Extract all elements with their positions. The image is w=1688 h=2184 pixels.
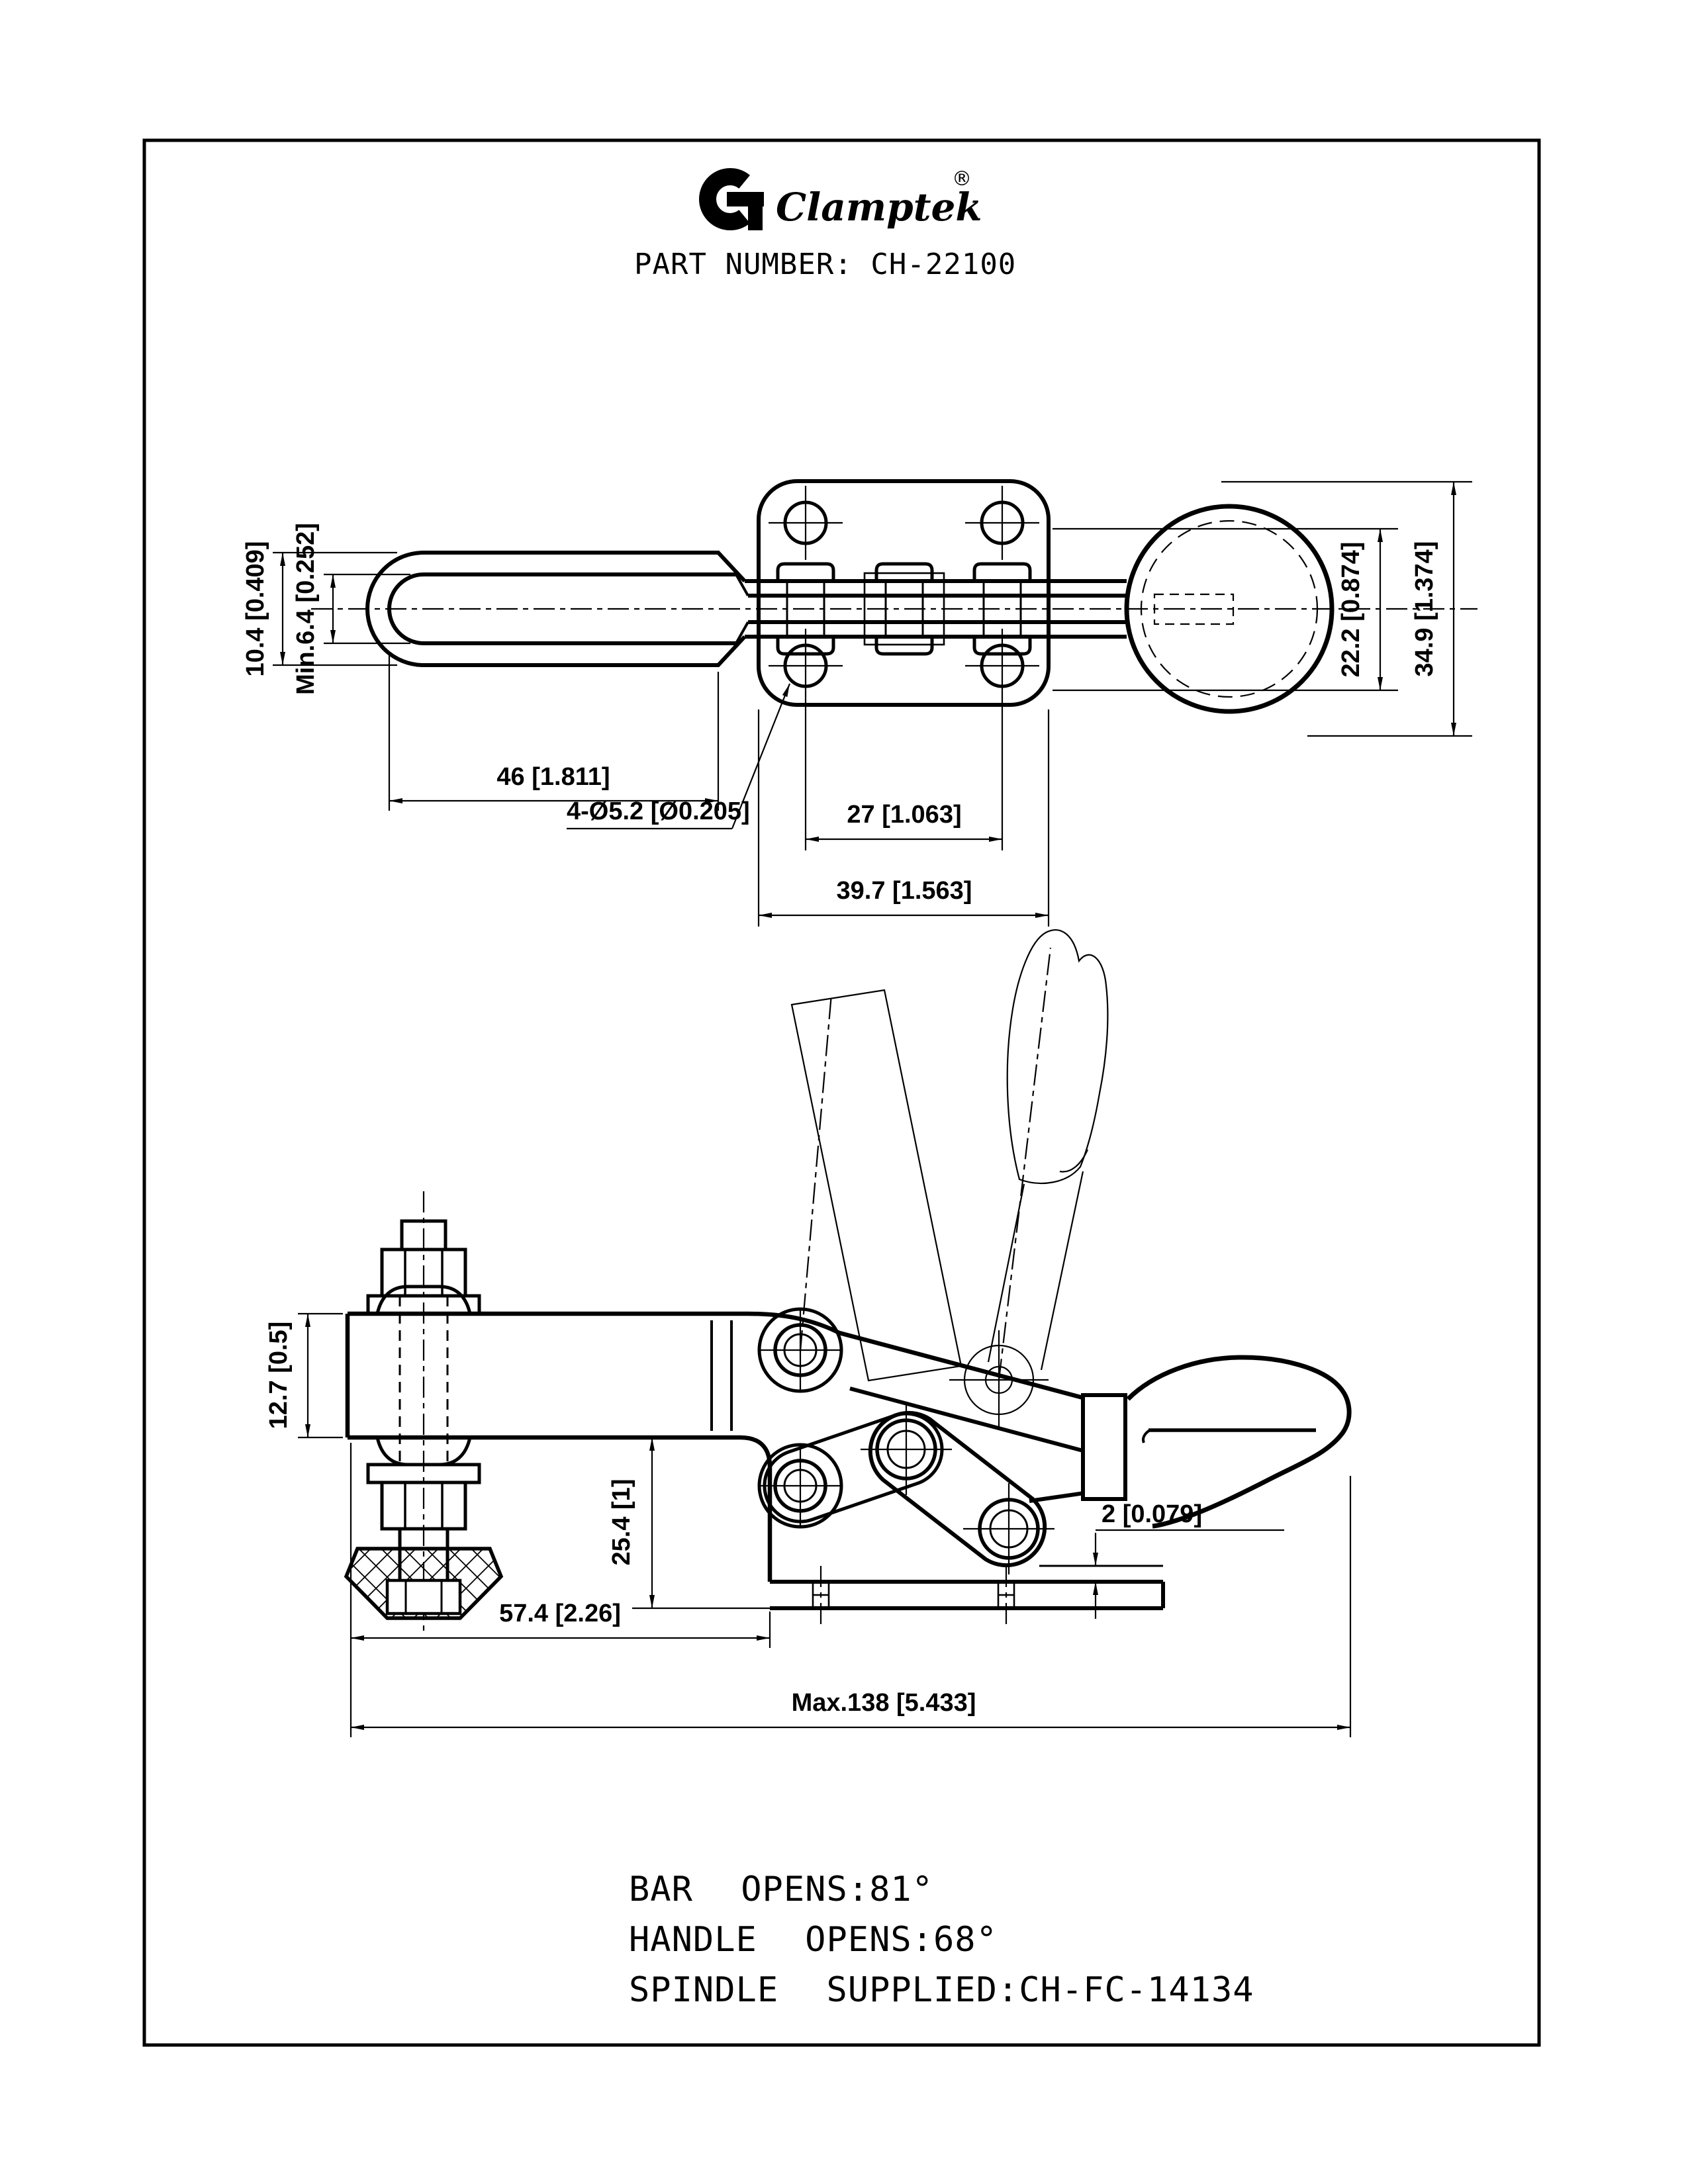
dim-label-base-gap: 2 [0.079] [1102,1500,1203,1528]
bar-bottom-edge [348,1437,770,1582]
brand-name: Clamptek [776,185,982,230]
link-to-shaft-edge [1029,1493,1084,1501]
part-number-line: PART NUMBER: CH-22100 [634,248,1017,281]
logo-g-stem [748,192,763,230]
registered-mark: ® [952,167,972,191]
handle-shaft [1083,1395,1125,1499]
bar-bend-marks [712,1320,731,1431]
grip-lip [1143,1430,1150,1443]
dim-label-bar-outer: 10.4 [0.409] [242,541,269,677]
rivet-crosshairs [759,1308,1055,1574]
bar-top-edge [348,1314,1083,1398]
spec-notes [629,1870,1254,2010]
side-view [265,930,1350,1737]
open-pivot-crosshair [949,1330,1049,1430]
base-hole-sections [813,1582,1014,1608]
top-view [242,481,1477,927]
open-handle-centerline [999,948,1051,1380]
dim-label-knob-inner: 22.2 [0.874] [1337,541,1365,678]
dim-label-hole-spacing: 27 [1.063] [847,801,962,829]
open-shaft-ghost [988,1171,1083,1370]
dim-label-bar-to-base: 25.4 [1] [608,1479,635,1566]
dim-label-holes: 4-Ø5.2 [Ø0.205] [567,797,750,825]
molded-nut [387,1580,460,1614]
note-handle-opens: HANDLE OPENS:68° [629,1920,998,1960]
dim-label-knob-outer: 34.9 [1.374] [1411,541,1438,677]
note-bar-opens: BAR OPENS:81° [629,1870,933,1909]
dim-label-bar-height: 12.7 [0.5] [265,1321,293,1430]
dim-label-spindle-to-base: 57.4 [2.26] [499,1600,621,1627]
open-handle-ghost [1008,930,1108,1183]
dim-label-max-length: Max.138 [5.433] [791,1689,976,1717]
mounting-plate [759,481,1049,705]
ext-line [298,1314,343,1437]
sheet-border [144,140,1539,2045]
note-spindle-supplied: SPINDLE SUPPLIED:CH-FC-14134 [629,1970,1254,2010]
dim-label-bar-inner: Min.6.4 [0.252] [292,523,320,695]
dim-label-plate-width: 39.7 [1.563] [836,877,972,905]
base-hole-centerlines [821,1566,1006,1624]
brand-logo [708,167,982,230]
dim-label-bar-length: 46 [1.811] [496,763,610,791]
